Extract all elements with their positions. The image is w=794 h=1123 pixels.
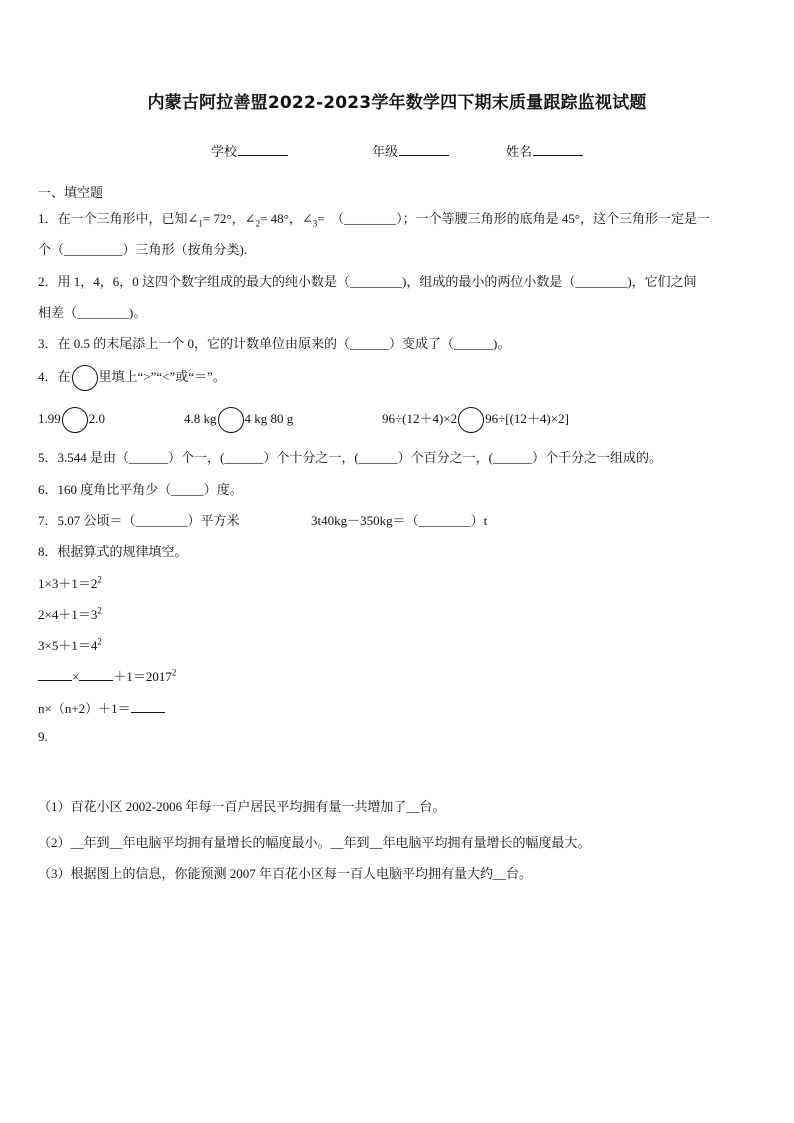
eq5-blank[interactable] [131,700,165,713]
q1-sub-2: 2 [255,218,261,229]
eq4-blank-2[interactable] [79,668,113,681]
question-4-compare-3 [382,407,569,433]
question-9-part-3: （3）根据图上的信息，你能预测 2007 年百花小区每一百人电脑平均拥有量大约__台。 [38,866,533,881]
compare-1-circle[interactable] [62,407,88,433]
question-6: 6．160 度角比平角少（_____）度。 [38,482,243,497]
pattern-equation-5 [38,698,165,717]
grade-label: 年级 [372,144,399,159]
grade-field [372,141,449,160]
question-4-compare-1 [38,407,105,433]
school-label: 学校 [211,144,238,159]
eq4-times: × [72,669,80,684]
q4-pre: 4．在 [38,368,71,384]
eq4-blank-1[interactable] [38,668,72,681]
compare-2-left: 4.8 kg [184,410,217,426]
pattern-equation-3 [38,635,102,654]
question-4-intro [38,365,226,391]
question-5: 5．3.544 是由（______）个一，(______）个十分之一，(______）个百分之一，(______）个千分之一组成的。 [38,450,662,465]
eq1-exponent: 2 [97,574,102,585]
eq2-text: 2×4＋1＝3 [38,607,98,622]
pattern-equation-4 [38,666,176,685]
compare-3-left: 96÷(12＋4)×2 [382,410,458,426]
compare-3-circle[interactable] [458,407,484,433]
eq4-exponent: 2 [171,667,177,678]
name-label: 姓名 [506,144,533,159]
question-1-line-2: 个（_________）三角形（按角分类). [38,242,248,257]
compare-1-left: 1.99 [38,410,61,426]
eq5-text: n×（n+2）＋1＝ [38,701,131,716]
eq3-exponent: 2 [97,636,102,647]
q1-text-c: = 48°，∠ [260,211,313,226]
question-9-part-1: （1）百花小区 2002-2006 年每一百户居民平均拥有量一共增加了__台。 [38,799,446,814]
pattern-equation-1 [38,573,102,592]
school-blank[interactable] [238,143,288,156]
q1-sub-1: 1 [198,218,203,229]
compare-1-right: 2.0 [88,410,105,426]
compare-3-right: 96÷[(12＋4)×2] [485,410,569,426]
name-blank[interactable] [533,143,583,156]
grade-blank[interactable] [399,143,449,156]
question-8-intro: 8．根据算式的规律填空。 [38,544,188,559]
page-title: 内蒙古阿拉善盟2022-2023学年数学四下期末质量跟踪监视试题 [147,93,647,113]
name-field [506,141,583,160]
compare-circle-icon [72,365,98,391]
compare-2-right: 4 kg 80 g [244,410,294,426]
pattern-equation-2 [38,604,102,623]
question-9-part-2: （2）__年到__年电脑平均拥有量增长的幅度最小。__年到__年电脑平均拥有量增长的幅度最大。 [38,835,591,850]
school-field [211,141,288,160]
compare-2-circle[interactable] [218,407,244,433]
question-9-label: 9. [38,729,48,744]
q1-text-d: = （________）；一个等腰三角形的底角是 45°，这个三角形一定是一 [317,211,711,226]
question-4-compare-2 [184,407,293,433]
question-3: 3．在 0.5 的末尾添上一个 0，它的计数单位由原来的（______）变成了（______)。 [38,336,511,351]
eq1-text: 1×3＋1＝2 [38,576,98,591]
section-heading: 一、填空题 [38,185,104,200]
question-7-right: 3t40kg－350kg＝（________）t [311,513,488,528]
q4-post: 里填上“>”“<”或“＝”。 [98,368,226,384]
q1-text-b: = 72°，∠ [202,211,256,226]
eq3-text: 3×5＋1＝4 [38,638,98,653]
question-1-line-1 [38,208,710,229]
question-2-line-2: 相差（________)。 [38,305,147,320]
eq2-exponent: 2 [97,605,102,616]
q1-text-a: 1．在一个三角形中，已知∠ [38,211,199,226]
question-7-left: 7．5.07 公顷＝（________）平方米 [38,513,240,528]
q1-sub-3: 3 [312,218,318,229]
eq4-text: ＋1＝2017 [113,669,172,684]
question-2-line-1: 2．用 1，4，6，0 这四个数字组成的最大的纯小数是（________)，组成的最小的两位小数是（________)，它们之间 [38,274,697,289]
